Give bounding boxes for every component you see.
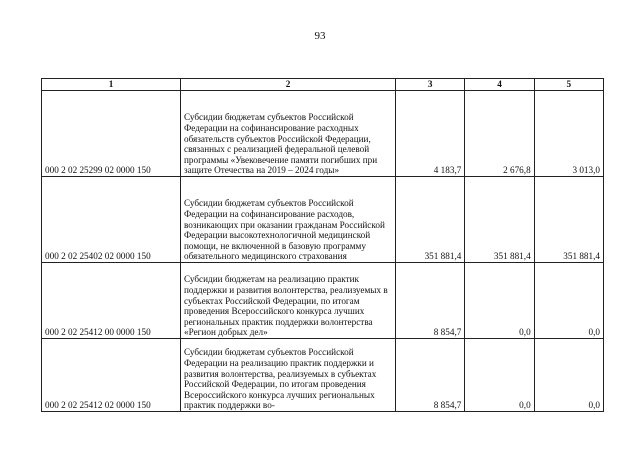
row-value-3: 8 854,7 <box>396 263 465 339</box>
page-number: 93 <box>314 30 326 42</box>
row-value-4: 0,0 <box>465 339 534 412</box>
row-value-3: 8 854,7 <box>396 339 465 412</box>
row-value-4: 0,0 <box>465 263 534 339</box>
row-value-5: 0,0 <box>534 263 603 339</box>
row-value-3: 351 881,4 <box>396 177 465 263</box>
row-name <box>181 339 396 412</box>
table-row <box>42 263 604 339</box>
row-value-5: 3 013,0 <box>534 91 603 177</box>
row-value-5: 351 881,4 <box>534 177 603 263</box>
row-value-4: 2 676,8 <box>465 91 534 177</box>
table-row <box>42 339 604 412</box>
table-header-row <box>42 79 604 91</box>
row-code: 000 2 02 25412 00 0000 150 <box>42 263 181 339</box>
header-col-3: 3 <box>396 79 465 91</box>
row-name <box>181 177 396 263</box>
header-col-5: 5 <box>534 79 603 91</box>
row-name-text: Субсидии бюджетам на реализацию практик поддержки и развития волонтерства, реализуемых в субъектах Российской Федерации, по итогам проведения Всероссийского конкурса лучших региональных практик поддержки волонтерства «Регион добрых дел» <box>184 274 388 338</box>
row-code: 000 2 02 25412 02 0000 150 <box>42 339 181 412</box>
table-row <box>42 91 604 177</box>
header-col-2: 2 <box>181 79 396 91</box>
row-value-4: 351 881,4 <box>465 177 534 263</box>
header-col-4: 4 <box>465 79 534 91</box>
row-name-text: Субсидии бюджетам субъектов Российской Федерации на реализацию практик поддержки и развития волонтерства, реализуемых в субъектах Российской Федерации, по итогам проведения Всероссийского конкурса лучших региональных практик поддержки во- <box>184 347 377 411</box>
row-value-5: 0,0 <box>534 339 603 412</box>
row-name <box>181 263 396 339</box>
row-code: 000 2 02 25299 02 0000 150 <box>42 91 181 177</box>
row-value-3: 4 183,7 <box>396 91 465 177</box>
row-code: 000 2 02 25402 02 0000 150 <box>42 177 181 263</box>
budget-table <box>41 78 604 412</box>
table-row <box>42 177 604 263</box>
row-name-text: Субсидии бюджетам субъектов Российской Федерации на софинансирование расходов, возникающих при оказании гражданам Российской Федерации высокотехнологичной медицинской помощи, не включенной в базовую программу обязательного медицинского страхования <box>184 198 385 262</box>
row-name-text: Субсидии бюджетам субъектов Российской Федерации на софинансирование расходных обязательств субъектов Российской Федерации, связанных с реализацией федеральной целевой программы «Увековечение памяти погибших при защите Отечества на 2019 – 2024 годы» <box>184 112 378 176</box>
header-col-1: 1 <box>42 79 181 91</box>
row-name <box>181 91 396 177</box>
